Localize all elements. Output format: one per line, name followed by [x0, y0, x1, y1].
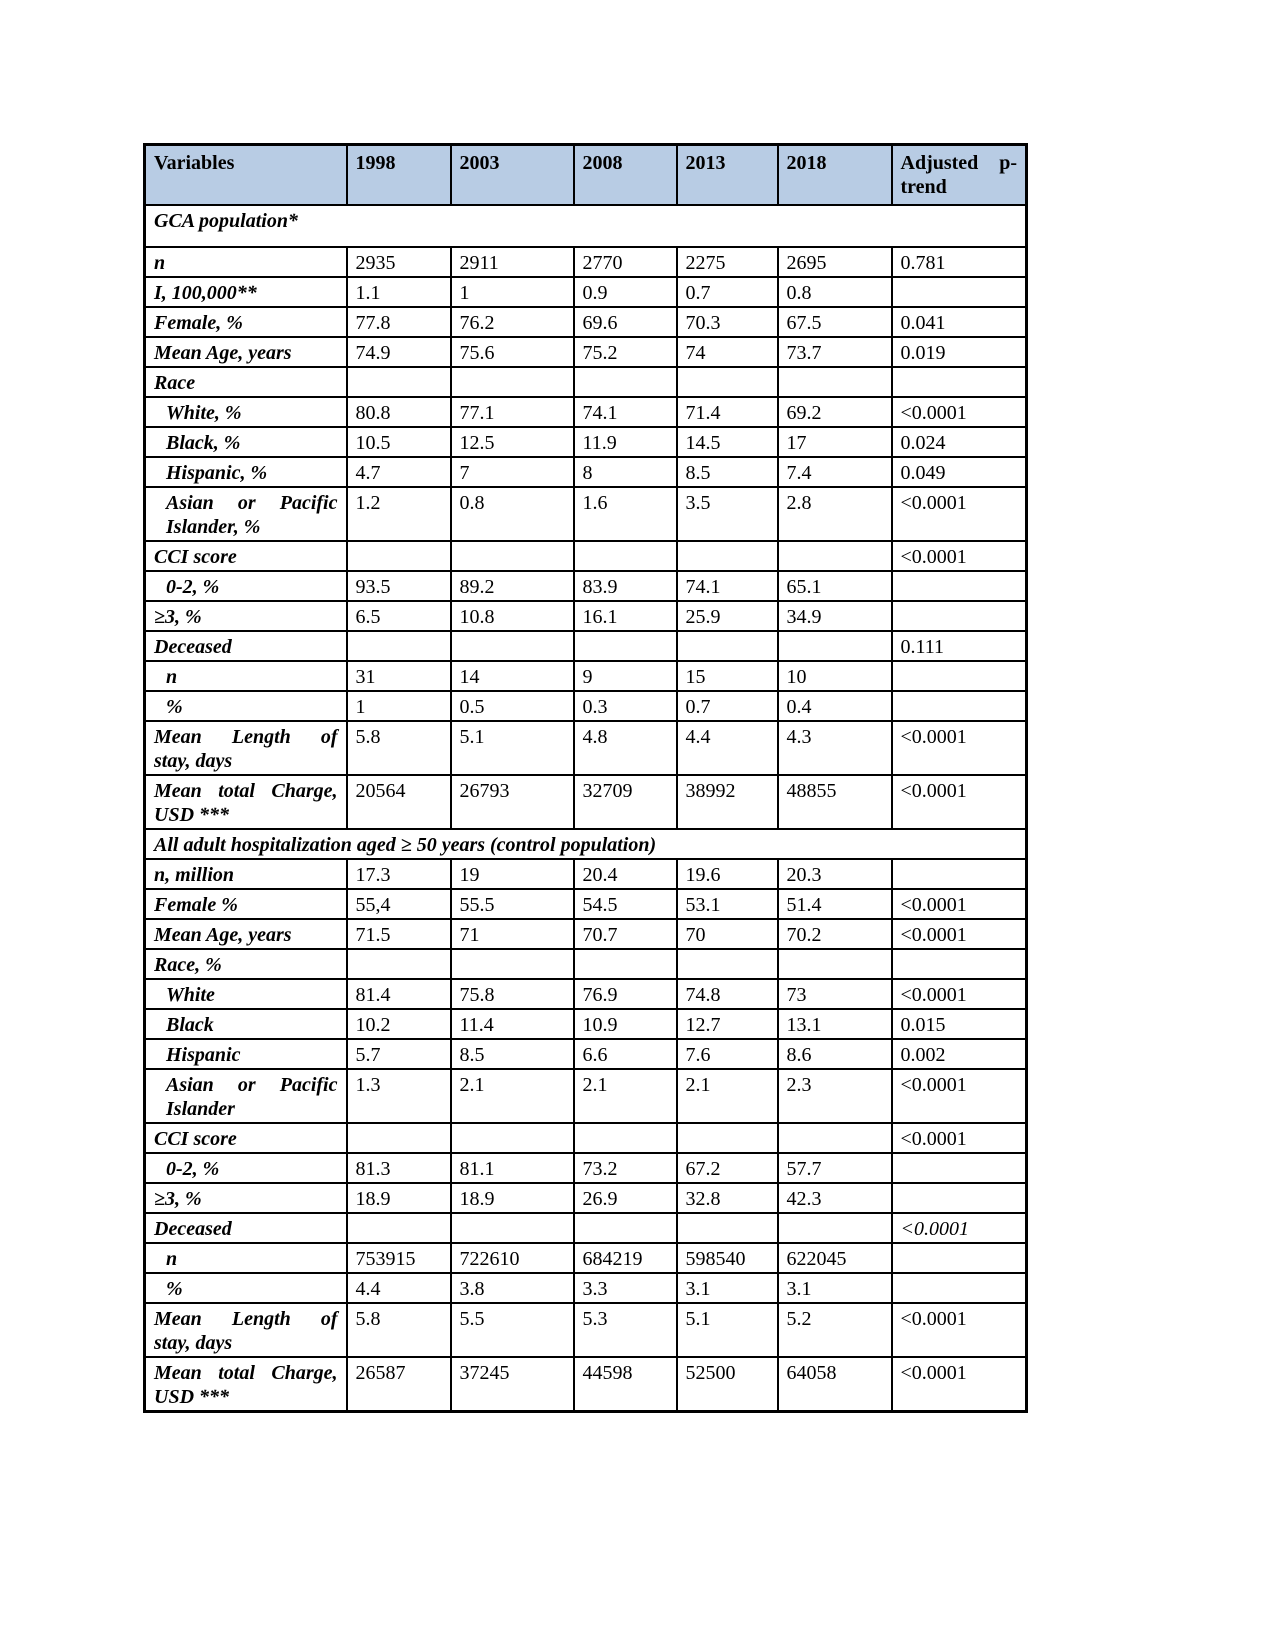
value-cell — [451, 541, 574, 571]
value-cell: 80.8 — [347, 397, 451, 427]
value-cell: 0.7 — [677, 277, 778, 307]
value-cell: 2.3 — [778, 1069, 892, 1123]
value-cell: 73.7 — [778, 337, 892, 367]
value-cell: 20564 — [347, 775, 451, 829]
value-cell: 10.9 — [574, 1009, 677, 1039]
value-cell: 31 — [347, 661, 451, 691]
p-value-cell: <0.0001 — [892, 1123, 1027, 1153]
value-cell: 5.5 — [451, 1303, 574, 1357]
value-cell: 77.8 — [347, 307, 451, 337]
value-cell: 722610 — [451, 1243, 574, 1273]
value-cell: 6.5 — [347, 601, 451, 631]
value-cell: 76.9 — [574, 979, 677, 1009]
p-value-cell: <0.0001 — [892, 1213, 1027, 1243]
value-cell: 26587 — [347, 1357, 451, 1412]
value-cell: 74 — [677, 337, 778, 367]
row-label: Race — [145, 367, 347, 397]
value-cell: 5.7 — [347, 1039, 451, 1069]
value-cell: 1 — [451, 277, 574, 307]
row-label: Mean Length of stay, days — [145, 1303, 347, 1357]
value-cell: 3.5 — [677, 487, 778, 541]
value-cell: 7.6 — [677, 1039, 778, 1069]
value-cell — [677, 631, 778, 661]
p-value-cell: 0.019 — [892, 337, 1027, 367]
p-value-cell — [892, 571, 1027, 601]
value-cell: 4.8 — [574, 721, 677, 775]
value-cell — [451, 631, 574, 661]
value-cell: 32.8 — [677, 1183, 778, 1213]
row-label: Black, % — [145, 427, 347, 457]
p-value-cell: 0.024 — [892, 427, 1027, 457]
value-cell: 5.3 — [574, 1303, 677, 1357]
column-header-2008: 2008 — [574, 145, 677, 205]
value-cell: 2695 — [778, 247, 892, 277]
table-row — [145, 1303, 1027, 1357]
value-cell: 1.1 — [347, 277, 451, 307]
value-cell: 10.8 — [451, 601, 574, 631]
value-cell: 3.1 — [677, 1273, 778, 1303]
row-label: 0-2, % — [145, 571, 347, 601]
value-cell: 18.9 — [347, 1183, 451, 1213]
value-cell: 753915 — [347, 1243, 451, 1273]
row-label: n, million — [145, 859, 347, 889]
value-cell: 2.1 — [574, 1069, 677, 1123]
value-cell — [677, 949, 778, 979]
table-row — [145, 1009, 1027, 1039]
p-value-cell — [892, 367, 1027, 397]
value-cell — [574, 631, 677, 661]
value-cell: 81.1 — [451, 1153, 574, 1183]
value-cell — [574, 1123, 677, 1153]
table-row — [145, 661, 1027, 691]
value-cell: 67.2 — [677, 1153, 778, 1183]
value-cell: 64058 — [778, 1357, 892, 1412]
column-header-1998: 1998 — [347, 145, 451, 205]
value-cell: 19.6 — [677, 859, 778, 889]
row-label: ≥3, % — [145, 601, 347, 631]
value-cell: 74.9 — [347, 337, 451, 367]
value-cell — [347, 1123, 451, 1153]
value-cell — [451, 367, 574, 397]
section-label: GCA population* — [145, 205, 1027, 247]
value-cell: 12.7 — [677, 1009, 778, 1039]
value-cell — [778, 541, 892, 571]
value-cell — [778, 949, 892, 979]
table-row — [145, 1183, 1027, 1213]
row-label: Mean Age, years — [145, 919, 347, 949]
value-cell: 81.3 — [347, 1153, 451, 1183]
value-cell: 0.3 — [574, 691, 677, 721]
value-cell: 10.2 — [347, 1009, 451, 1039]
p-value-cell: 0.781 — [892, 247, 1027, 277]
table-row — [145, 457, 1027, 487]
value-cell: 7.4 — [778, 457, 892, 487]
value-cell — [778, 1123, 892, 1153]
value-cell: 8.5 — [451, 1039, 574, 1069]
value-cell: 598540 — [677, 1243, 778, 1273]
value-cell: 20.4 — [574, 859, 677, 889]
column-header-2018: 2018 — [778, 145, 892, 205]
row-label: I, 100,000** — [145, 277, 347, 307]
value-cell — [347, 631, 451, 661]
value-cell: 684219 — [574, 1243, 677, 1273]
value-cell: 93.5 — [347, 571, 451, 601]
value-cell — [778, 367, 892, 397]
p-value-cell — [892, 691, 1027, 721]
table-row — [145, 1213, 1027, 1243]
p-value-cell — [892, 949, 1027, 979]
row-label: Race, % — [145, 949, 347, 979]
value-cell: 8 — [574, 457, 677, 487]
value-cell: 5.8 — [347, 1303, 451, 1357]
value-cell: 8.6 — [778, 1039, 892, 1069]
value-cell: 74.1 — [677, 571, 778, 601]
row-label: % — [145, 691, 347, 721]
value-cell: 76.2 — [451, 307, 574, 337]
value-cell: 0.4 — [778, 691, 892, 721]
table-row — [145, 427, 1027, 457]
value-cell: 5.8 — [347, 721, 451, 775]
table-row — [145, 367, 1027, 397]
value-cell: 19 — [451, 859, 574, 889]
value-cell: 26793 — [451, 775, 574, 829]
row-label: Asian or Pacific Islander, % — [145, 487, 347, 541]
table-row — [145, 1273, 1027, 1303]
value-cell: 3.8 — [451, 1273, 574, 1303]
table-row — [145, 1357, 1027, 1412]
value-cell: 25.9 — [677, 601, 778, 631]
value-cell: 37245 — [451, 1357, 574, 1412]
value-cell: 2.8 — [778, 487, 892, 541]
value-cell: 4.4 — [347, 1273, 451, 1303]
table-row — [145, 1069, 1027, 1123]
value-cell: 57.7 — [778, 1153, 892, 1183]
value-cell: 10 — [778, 661, 892, 691]
p-value-cell — [892, 1243, 1027, 1273]
table-row — [145, 631, 1027, 661]
value-cell: 74.1 — [574, 397, 677, 427]
value-cell: 65.1 — [778, 571, 892, 601]
column-header-adjusted-p-trend: Adjusted p- trend — [892, 145, 1027, 205]
table-row — [145, 691, 1027, 721]
p-value-cell: 0.002 — [892, 1039, 1027, 1069]
p-value-cell — [892, 601, 1027, 631]
table-row — [145, 859, 1027, 889]
row-label: 0-2, % — [145, 1153, 347, 1183]
p-value-cell — [892, 1273, 1027, 1303]
value-cell — [778, 631, 892, 661]
value-cell: 89.2 — [451, 571, 574, 601]
value-cell: 14 — [451, 661, 574, 691]
value-cell: 54.5 — [574, 889, 677, 919]
value-cell: 3.1 — [778, 1273, 892, 1303]
value-cell — [451, 949, 574, 979]
value-cell — [677, 1123, 778, 1153]
section-row — [145, 205, 1027, 247]
table-row — [145, 721, 1027, 775]
value-cell — [347, 367, 451, 397]
value-cell: 26.9 — [574, 1183, 677, 1213]
value-cell: 17 — [778, 427, 892, 457]
table-row — [145, 949, 1027, 979]
value-cell: 69.6 — [574, 307, 677, 337]
value-cell: 11.4 — [451, 1009, 574, 1039]
value-cell: 67.5 — [778, 307, 892, 337]
value-cell: 69.2 — [778, 397, 892, 427]
value-cell: 2275 — [677, 247, 778, 277]
value-cell: 13.1 — [778, 1009, 892, 1039]
table-row — [145, 277, 1027, 307]
value-cell: 10.5 — [347, 427, 451, 457]
value-cell: 0.8 — [778, 277, 892, 307]
p-value-cell: <0.0001 — [892, 889, 1027, 919]
table-row — [145, 919, 1027, 949]
value-cell: 12.5 — [451, 427, 574, 457]
value-cell: 7 — [451, 457, 574, 487]
value-cell: 81.4 — [347, 979, 451, 1009]
p-value-cell: <0.0001 — [892, 979, 1027, 1009]
value-cell — [677, 367, 778, 397]
value-cell: 6.6 — [574, 1039, 677, 1069]
value-cell: 77.1 — [451, 397, 574, 427]
row-label: CCI score — [145, 541, 347, 571]
row-label: Mean Age, years — [145, 337, 347, 367]
table-row — [145, 775, 1027, 829]
table-row — [145, 541, 1027, 571]
p-value-cell: <0.0001 — [892, 1069, 1027, 1123]
value-cell: 55.5 — [451, 889, 574, 919]
value-cell: 75.2 — [574, 337, 677, 367]
row-label: Deceased — [145, 1213, 347, 1243]
demographics-table — [143, 143, 1028, 1413]
value-cell — [347, 949, 451, 979]
header-row — [145, 145, 1027, 205]
value-cell: 53.1 — [677, 889, 778, 919]
row-label: Female % — [145, 889, 347, 919]
row-label: Hispanic — [145, 1039, 347, 1069]
value-cell: 71.5 — [347, 919, 451, 949]
table-row — [145, 487, 1027, 541]
table-body — [145, 205, 1027, 1412]
value-cell: 14.5 — [677, 427, 778, 457]
row-label: n — [145, 661, 347, 691]
table-row — [145, 979, 1027, 1009]
table-row — [145, 601, 1027, 631]
value-cell: 16.1 — [574, 601, 677, 631]
value-cell: 4.3 — [778, 721, 892, 775]
p-value-cell: <0.0001 — [892, 1357, 1027, 1412]
table-row — [145, 307, 1027, 337]
value-cell: 4.7 — [347, 457, 451, 487]
p-value-cell: <0.0001 — [892, 919, 1027, 949]
value-cell: 55,4 — [347, 889, 451, 919]
value-cell: 11.9 — [574, 427, 677, 457]
value-cell: 73 — [778, 979, 892, 1009]
p-value-cell: 0.015 — [892, 1009, 1027, 1039]
p-value-cell — [892, 1153, 1027, 1183]
value-cell: 9 — [574, 661, 677, 691]
row-label: Mean Length of stay, days — [145, 721, 347, 775]
row-label: n — [145, 247, 347, 277]
p-value-cell: <0.0001 — [892, 487, 1027, 541]
p-value-cell — [892, 1183, 1027, 1213]
column-header-2013: 2013 — [677, 145, 778, 205]
value-cell: 2911 — [451, 247, 574, 277]
value-cell: 1.6 — [574, 487, 677, 541]
value-cell — [451, 1213, 574, 1243]
value-cell: 622045 — [778, 1243, 892, 1273]
value-cell: 8.5 — [677, 457, 778, 487]
row-label: Asian or Pacific Islander — [145, 1069, 347, 1123]
value-cell: 51.4 — [778, 889, 892, 919]
value-cell: 42.3 — [778, 1183, 892, 1213]
p-value-cell: <0.0001 — [892, 721, 1027, 775]
table-row — [145, 1243, 1027, 1273]
value-cell: 74.8 — [677, 979, 778, 1009]
value-cell: 32709 — [574, 775, 677, 829]
row-label: CCI score — [145, 1123, 347, 1153]
row-label: Mean total Charge, USD *** — [145, 775, 347, 829]
value-cell: 18.9 — [451, 1183, 574, 1213]
value-cell: 5.2 — [778, 1303, 892, 1357]
value-cell: 73.2 — [574, 1153, 677, 1183]
row-label: Black — [145, 1009, 347, 1039]
p-value-cell: <0.0001 — [892, 1303, 1027, 1357]
value-cell: 71 — [451, 919, 574, 949]
value-cell: 70.2 — [778, 919, 892, 949]
table-row — [145, 1039, 1027, 1069]
value-cell: 5.1 — [677, 1303, 778, 1357]
value-cell — [347, 1213, 451, 1243]
value-cell — [451, 1123, 574, 1153]
value-cell: 17.3 — [347, 859, 451, 889]
value-cell: 44598 — [574, 1357, 677, 1412]
column-header-2003: 2003 — [451, 145, 574, 205]
row-label: Female, % — [145, 307, 347, 337]
value-cell: 71.4 — [677, 397, 778, 427]
value-cell: 1.3 — [347, 1069, 451, 1123]
value-cell: 0.7 — [677, 691, 778, 721]
p-value-cell: 0.041 — [892, 307, 1027, 337]
value-cell — [778, 1213, 892, 1243]
section-row — [145, 829, 1027, 859]
value-cell: 83.9 — [574, 571, 677, 601]
row-label: Mean total Charge, USD *** — [145, 1357, 347, 1412]
value-cell — [574, 541, 677, 571]
value-cell: 3.3 — [574, 1273, 677, 1303]
p-value-cell: <0.0001 — [892, 775, 1027, 829]
column-header-variables: Variables — [145, 145, 347, 205]
row-label: ≥3, % — [145, 1183, 347, 1213]
row-label: n — [145, 1243, 347, 1273]
value-cell: 15 — [677, 661, 778, 691]
table-row — [145, 889, 1027, 919]
table-row — [145, 337, 1027, 367]
row-label: Hispanic, % — [145, 457, 347, 487]
row-label: White — [145, 979, 347, 1009]
value-cell: 0.8 — [451, 487, 574, 541]
value-cell: 5.1 — [451, 721, 574, 775]
table-row — [145, 397, 1027, 427]
value-cell — [574, 367, 677, 397]
row-label: Deceased — [145, 631, 347, 661]
value-cell: 1.2 — [347, 487, 451, 541]
value-cell: 52500 — [677, 1357, 778, 1412]
table-row — [145, 1123, 1027, 1153]
section-label: All adult hospitalization aged ≥ 50 years (control population) — [145, 829, 1027, 859]
value-cell — [677, 541, 778, 571]
value-cell: 38992 — [677, 775, 778, 829]
p-value-cell — [892, 277, 1027, 307]
p-value-cell: 0.049 — [892, 457, 1027, 487]
value-cell: 75.8 — [451, 979, 574, 1009]
value-cell: 2.1 — [451, 1069, 574, 1123]
p-value-cell — [892, 661, 1027, 691]
value-cell: 4.4 — [677, 721, 778, 775]
value-cell: 70.7 — [574, 919, 677, 949]
value-cell: 1 — [347, 691, 451, 721]
value-cell: 2.1 — [677, 1069, 778, 1123]
row-label: White, % — [145, 397, 347, 427]
p-value-cell: <0.0001 — [892, 541, 1027, 571]
value-cell — [574, 1213, 677, 1243]
p-value-cell — [892, 859, 1027, 889]
value-cell: 70.3 — [677, 307, 778, 337]
row-label: % — [145, 1273, 347, 1303]
table-row — [145, 1153, 1027, 1183]
value-cell — [677, 1213, 778, 1243]
value-cell — [574, 949, 677, 979]
value-cell: 2935 — [347, 247, 451, 277]
value-cell: 20.3 — [778, 859, 892, 889]
value-cell: 0.9 — [574, 277, 677, 307]
value-cell: 75.6 — [451, 337, 574, 367]
value-cell: 34.9 — [778, 601, 892, 631]
value-cell: 48855 — [778, 775, 892, 829]
value-cell: 70 — [677, 919, 778, 949]
value-cell: 0.5 — [451, 691, 574, 721]
p-value-cell: 0.111 — [892, 631, 1027, 661]
value-cell — [347, 541, 451, 571]
p-value-cell: <0.0001 — [892, 397, 1027, 427]
table-row — [145, 571, 1027, 601]
table-row — [145, 247, 1027, 277]
value-cell: 2770 — [574, 247, 677, 277]
